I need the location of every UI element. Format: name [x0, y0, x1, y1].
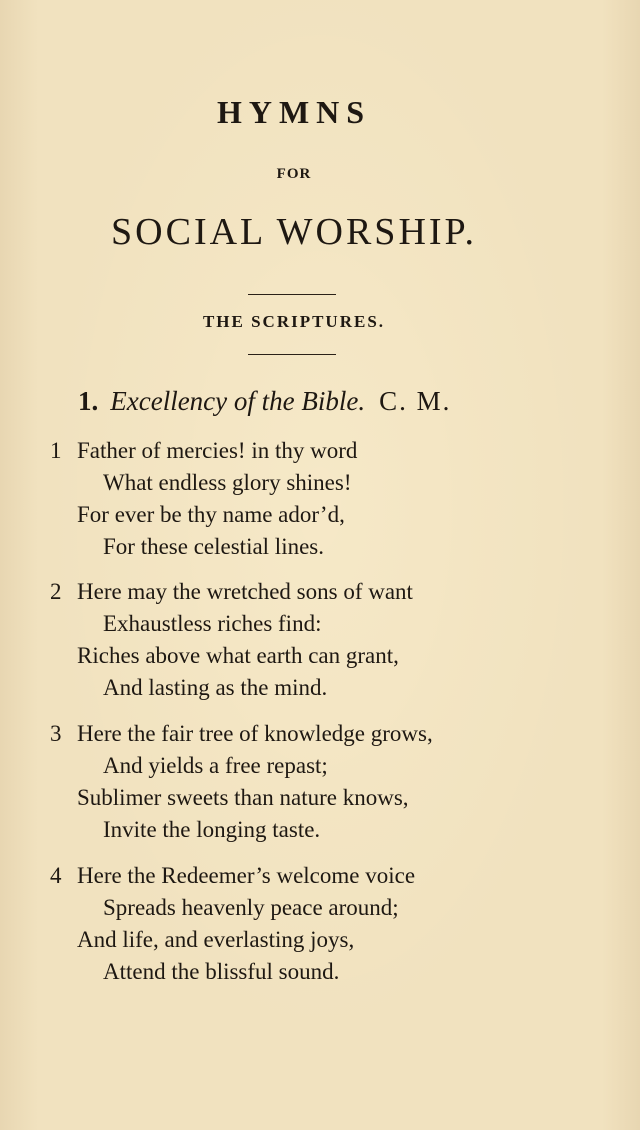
verse-line: Here may the wretched sons of want [77, 579, 413, 604]
stanza-number: 1 [50, 438, 62, 463]
verse-line: Sublimer sweets than nature knows, [77, 785, 409, 810]
verse-line: Father of mercies! in thy word [77, 438, 358, 463]
verse-line: And lasting as the mind. [103, 675, 328, 700]
verse-line: Here the fair tree of knowledge grows, [77, 721, 433, 746]
hymn-title: Excellency of the Bible. [110, 386, 366, 416]
verse-line: Attend the blissful sound. [103, 959, 340, 984]
hymn-heading [78, 386, 451, 417]
verse-line: For ever be thy name ador’d, [77, 502, 345, 527]
page-title: HYMNS [216, 94, 372, 130]
verse-line: What endless glory shines! [103, 470, 352, 495]
stanza-number: 3 [50, 721, 62, 746]
stanza-number: 2 [50, 579, 62, 604]
hymn-number: 1. [78, 386, 99, 416]
verse-line: Here the Redeemer’s welcome voice [77, 863, 416, 888]
verse-line: And yields a free repast; [103, 753, 328, 778]
divider-bottom [248, 354, 336, 355]
stanza-number: 4 [50, 863, 62, 888]
divider-top [248, 294, 336, 295]
verse-line: Spreads heavenly peace around; [103, 895, 399, 920]
verse-line: Riches above what earth can grant, [77, 643, 399, 668]
verse-line: For these celestial lines. [103, 534, 324, 559]
verse-line: Invite the longing taste. [103, 817, 321, 842]
hymn-meter: C. M. [379, 386, 452, 416]
title-connector: FOR [276, 166, 312, 182]
section-heading: THE SCRIPTURES. [202, 312, 386, 331]
verse-line: Exhaustless riches find: [103, 611, 322, 636]
verse-line: And life, and everlasting joys, [77, 927, 355, 952]
page-subtitle: SOCIAL WORSHIP. [111, 211, 477, 253]
